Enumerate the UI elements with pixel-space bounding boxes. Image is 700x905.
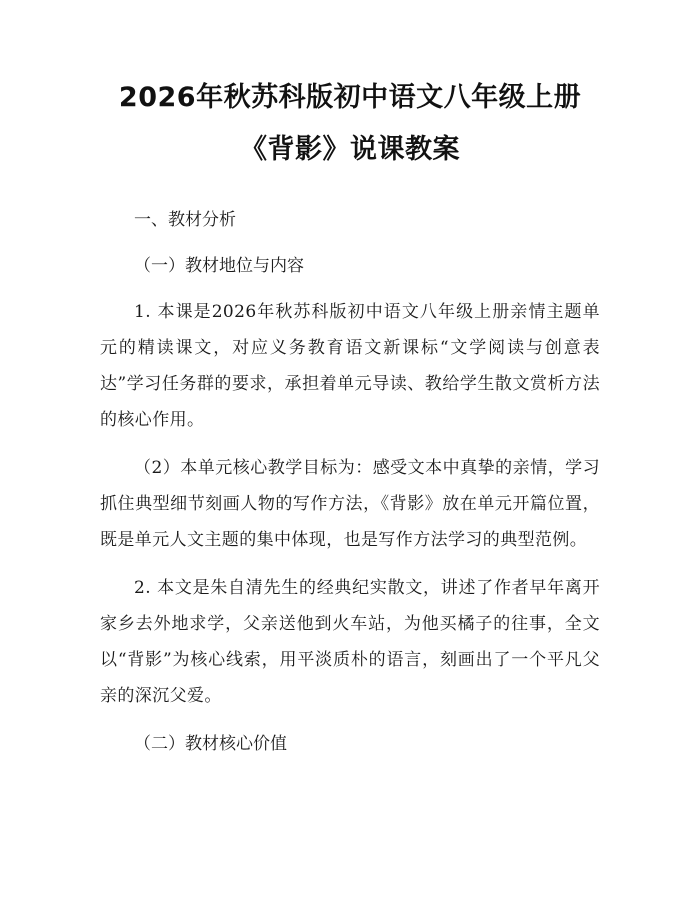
subsection-heading-material-position: （一）教材地位与内容 <box>134 256 304 276</box>
paragraph-course-position: 1. 本课是2026年秋苏科版初中语文八年级上册亲情主题单元的精读课文，对应义务教育语文新课标“文学阅读与创意表达”学习任务群的要求，承担着单元导读、教给学生散文赏析方法的核心作用。 <box>100 302 600 430</box>
paragraph-unit-goals: （2）本单元核心教学目标为：感受文本中真挚的亲情，学习抓住典型细节刻画人物的写作方法，《背影》放在单元开篇位置，既是单元人文主题的集中体现，也是写作方法学习的典型范例。 <box>100 458 600 550</box>
section-heading-teaching-material-analysis: 一、教材分析 <box>134 210 236 230</box>
document-title: 2026年秋苏科版初中语文八年级上册《背影》说课教案 <box>118 82 582 165</box>
subsection-heading-core-value: （二）教材核心价值 <box>134 734 287 754</box>
paragraph-text-content: 2. 本文是朱自清先生的经典纪实散文，讲述了作者早年离开家乡去外地求学，父亲送他到火车站，为他买橘子的往事，全文以“背影”为核心线索，用平淡质朴的语言，刻画出了一个平凡父亲的深沉父爱。 <box>100 578 600 706</box>
